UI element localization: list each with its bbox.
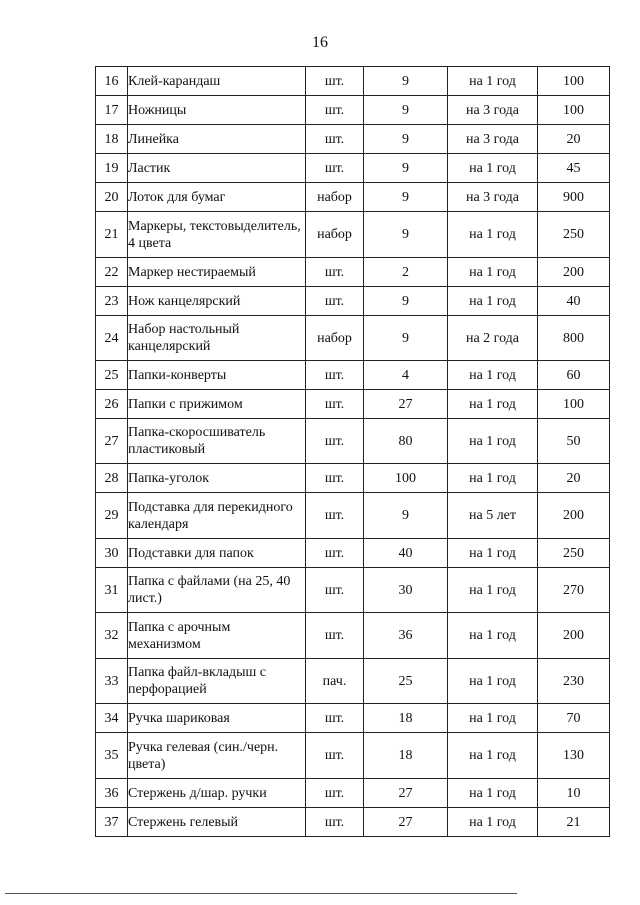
item-quantity: 18 — [364, 704, 448, 733]
item-price: 200 — [538, 613, 610, 659]
item-price: 800 — [538, 316, 610, 361]
item-term: на 5 лет — [448, 493, 538, 539]
item-term: на 1 год — [448, 390, 538, 419]
table-row — [96, 779, 610, 808]
item-term: на 1 год — [448, 613, 538, 659]
item-term: на 1 год — [448, 258, 538, 287]
item-unit: шт. — [306, 493, 364, 539]
table-row — [96, 316, 610, 361]
item-term: на 1 год — [448, 704, 538, 733]
table-row — [96, 568, 610, 613]
item-price: 60 — [538, 361, 610, 390]
table-row — [96, 67, 610, 96]
row-number: 26 — [96, 390, 128, 419]
item-name: Подставка для перекидного календаря — [128, 493, 306, 539]
item-price: 20 — [538, 125, 610, 154]
item-name: Ручка шариковая — [128, 704, 306, 733]
item-unit: шт. — [306, 96, 364, 125]
item-price: 130 — [538, 733, 610, 779]
page-number: 16 — [312, 34, 328, 51]
item-price: 900 — [538, 183, 610, 212]
table-row — [96, 613, 610, 659]
item-term: на 1 год — [448, 361, 538, 390]
item-quantity: 4 — [364, 361, 448, 390]
item-term: на 1 год — [448, 539, 538, 568]
item-name: Маркер нестираемый — [128, 258, 306, 287]
item-unit: шт. — [306, 733, 364, 779]
item-name: Папка с файлами (на 25, 40 лист.) — [128, 568, 306, 613]
table-row — [96, 659, 610, 704]
item-name: Ножницы — [128, 96, 306, 125]
item-unit: шт. — [306, 361, 364, 390]
item-unit: шт. — [306, 125, 364, 154]
item-price: 100 — [538, 67, 610, 96]
row-number: 35 — [96, 733, 128, 779]
row-number: 34 — [96, 704, 128, 733]
item-name: Клей-карандаш — [128, 67, 306, 96]
table-row — [96, 125, 610, 154]
table-row — [96, 539, 610, 568]
item-unit: шт. — [306, 704, 364, 733]
item-term: на 1 год — [448, 808, 538, 837]
item-term: на 3 года — [448, 96, 538, 125]
item-quantity: 9 — [364, 183, 448, 212]
item-quantity: 9 — [364, 154, 448, 183]
item-quantity: 80 — [364, 419, 448, 464]
item-price: 20 — [538, 464, 610, 493]
item-price: 40 — [538, 287, 610, 316]
item-unit: пач. — [306, 659, 364, 704]
table-row — [96, 183, 610, 212]
item-price: 45 — [538, 154, 610, 183]
table-row — [96, 96, 610, 125]
item-quantity: 9 — [364, 125, 448, 154]
item-quantity: 18 — [364, 733, 448, 779]
item-name: Стержень гелевый — [128, 808, 306, 837]
item-price: 230 — [538, 659, 610, 704]
item-name: Папка-уголок — [128, 464, 306, 493]
item-term: на 1 год — [448, 419, 538, 464]
item-name: Лоток для бумаг — [128, 183, 306, 212]
item-price: 250 — [538, 212, 610, 258]
item-price: 100 — [538, 96, 610, 125]
item-quantity: 27 — [364, 779, 448, 808]
item-term: на 1 год — [448, 154, 538, 183]
item-term: на 1 год — [448, 568, 538, 613]
row-number: 32 — [96, 613, 128, 659]
footer-divider — [5, 893, 517, 894]
item-term: на 1 год — [448, 67, 538, 96]
item-unit: шт. — [306, 464, 364, 493]
item-unit: шт. — [306, 779, 364, 808]
item-quantity: 9 — [364, 96, 448, 125]
row-number: 28 — [96, 464, 128, 493]
table-row — [96, 212, 610, 258]
item-name: Набор настольный канцелярский — [128, 316, 306, 361]
table-row — [96, 390, 610, 419]
table-row — [96, 704, 610, 733]
item-unit: набор — [306, 316, 364, 361]
row-number: 16 — [96, 67, 128, 96]
item-price: 50 — [538, 419, 610, 464]
item-price: 250 — [538, 539, 610, 568]
item-name: Папки-конверты — [128, 361, 306, 390]
item-unit: шт. — [306, 390, 364, 419]
item-term: на 3 года — [448, 183, 538, 212]
item-term: на 1 год — [448, 733, 538, 779]
item-name: Линейка — [128, 125, 306, 154]
item-quantity: 40 — [364, 539, 448, 568]
item-unit: шт. — [306, 539, 364, 568]
table-row — [96, 361, 610, 390]
item-name: Маркеры, текстовыделитель, 4 цвета — [128, 212, 306, 258]
row-number: 17 — [96, 96, 128, 125]
row-number: 19 — [96, 154, 128, 183]
item-quantity: 100 — [364, 464, 448, 493]
item-unit: шт. — [306, 287, 364, 316]
item-quantity: 27 — [364, 390, 448, 419]
item-unit: шт. — [306, 613, 364, 659]
table-row — [96, 493, 610, 539]
row-number: 27 — [96, 419, 128, 464]
item-name: Ручка гелевая (син./черн. цвета) — [128, 733, 306, 779]
item-quantity: 9 — [364, 316, 448, 361]
item-name: Ластик — [128, 154, 306, 183]
table-row — [96, 464, 610, 493]
item-term: на 1 год — [448, 212, 538, 258]
item-unit: шт. — [306, 568, 364, 613]
item-unit: шт. — [306, 808, 364, 837]
row-number: 31 — [96, 568, 128, 613]
row-number: 36 — [96, 779, 128, 808]
table-row — [96, 808, 610, 837]
item-price: 10 — [538, 779, 610, 808]
item-price: 21 — [538, 808, 610, 837]
row-number: 29 — [96, 493, 128, 539]
item-price: 70 — [538, 704, 610, 733]
item-term: на 3 года — [448, 125, 538, 154]
row-number: 33 — [96, 659, 128, 704]
item-quantity: 36 — [364, 613, 448, 659]
item-name: Папка-скоросшиватель пластиковый — [128, 419, 306, 464]
item-name: Нож канцелярский — [128, 287, 306, 316]
item-name: Стержень д/шар. ручки — [128, 779, 306, 808]
item-price: 200 — [538, 258, 610, 287]
item-unit: набор — [306, 212, 364, 258]
item-price: 200 — [538, 493, 610, 539]
item-term: на 1 год — [448, 659, 538, 704]
row-number: 24 — [96, 316, 128, 361]
item-quantity: 25 — [364, 659, 448, 704]
row-number: 21 — [96, 212, 128, 258]
table-row — [96, 287, 610, 316]
item-unit: набор — [306, 183, 364, 212]
item-price: 100 — [538, 390, 610, 419]
item-quantity: 30 — [364, 568, 448, 613]
item-price: 270 — [538, 568, 610, 613]
item-unit: шт. — [306, 419, 364, 464]
table-row — [96, 419, 610, 464]
item-name: Папки с прижимом — [128, 390, 306, 419]
table-row — [96, 258, 610, 287]
item-quantity: 9 — [364, 67, 448, 96]
item-term: на 1 год — [448, 779, 538, 808]
row-number: 22 — [96, 258, 128, 287]
table-body — [96, 67, 610, 837]
table-row — [96, 733, 610, 779]
row-number: 25 — [96, 361, 128, 390]
row-number: 37 — [96, 808, 128, 837]
item-name: Папка файл-вкладыш с перфорацией — [128, 659, 306, 704]
item-quantity: 9 — [364, 493, 448, 539]
item-unit: шт. — [306, 258, 364, 287]
row-number: 23 — [96, 287, 128, 316]
row-number: 20 — [96, 183, 128, 212]
item-unit: шт. — [306, 154, 364, 183]
item-term: на 2 года — [448, 316, 538, 361]
item-quantity: 9 — [364, 287, 448, 316]
item-term: на 1 год — [448, 464, 538, 493]
table-row — [96, 154, 610, 183]
item-name: Подставки для папок — [128, 539, 306, 568]
row-number: 18 — [96, 125, 128, 154]
item-unit: шт. — [306, 67, 364, 96]
item-name: Папка с арочным механизмом — [128, 613, 306, 659]
item-term: на 1 год — [448, 287, 538, 316]
row-number: 30 — [96, 539, 128, 568]
item-quantity: 9 — [364, 212, 448, 258]
item-quantity: 27 — [364, 808, 448, 837]
supply-table — [95, 66, 610, 837]
item-quantity: 2 — [364, 258, 448, 287]
